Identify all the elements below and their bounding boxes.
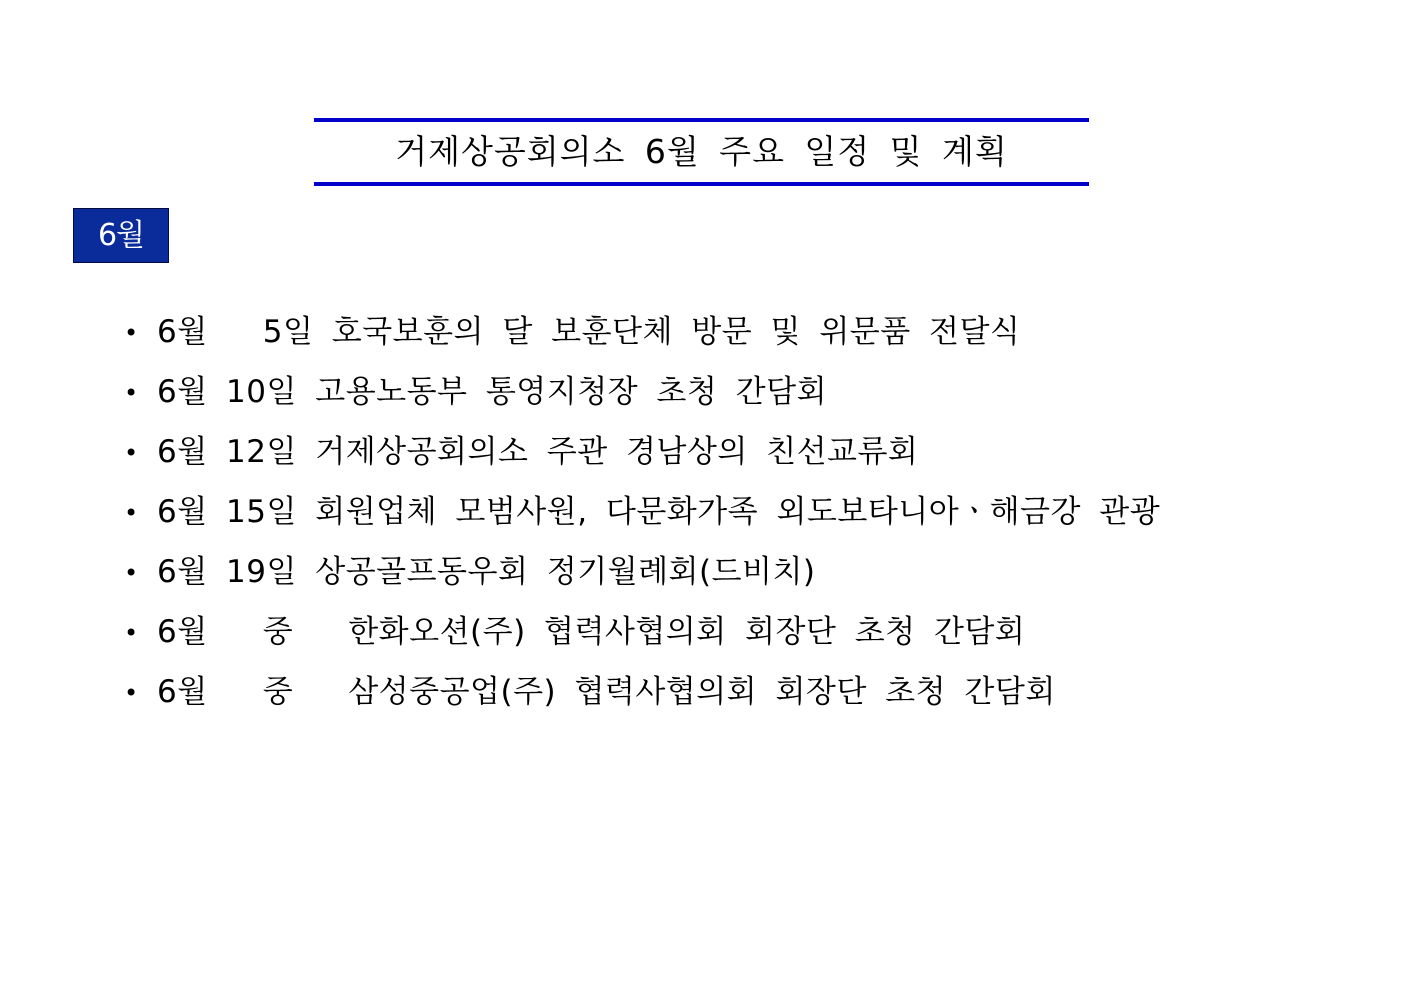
- schedule-item-text: 6월 12일 거제상공회의소 주관 경남상의 친선교류회: [157, 434, 919, 470]
- bullet-icon: •: [124, 379, 139, 407]
- schedule-item: [0, 302, 1403, 362]
- schedule-item: [0, 542, 1403, 602]
- bullet-icon: •: [124, 499, 139, 527]
- schedule-item-text: 6월 5일 호국보훈의 달 보훈단체 방문 및 위문품 전달식: [157, 314, 1021, 350]
- schedule-list: [0, 302, 1403, 722]
- schedule-item: [0, 662, 1403, 722]
- month-badge: 6월: [73, 208, 169, 263]
- schedule-item: [0, 602, 1403, 662]
- bullet-icon: •: [124, 679, 139, 707]
- schedule-item: [0, 482, 1403, 542]
- bullet-icon: •: [124, 439, 139, 467]
- schedule-item-text: 6월 10일 고용노동부 통영지청장 초청 간담회: [157, 374, 828, 410]
- title-block: [314, 118, 1089, 186]
- page-title: 거제상공회의소 6월 주요 일정 및 계획: [395, 132, 1008, 171]
- schedule-item: [0, 362, 1403, 422]
- schedule-item-text: 6월 15일 회원업체 모범사원, 다문화가족 외도보타니아ㆍ해금강 관광: [157, 494, 1161, 530]
- schedule-item-text: 6월 중 한화오션(주) 협력사협의회 회장단 초청 간담회: [157, 614, 1026, 650]
- bullet-icon: •: [124, 559, 139, 587]
- schedule-item-text: 6월 19일 상공골프동우회 정기월례회(드비치): [157, 554, 816, 590]
- bullet-icon: •: [124, 619, 139, 647]
- title-bottom-rule: [314, 182, 1089, 186]
- schedule-item-text: 6월 중 삼성중공업(주) 협력사협의회 회장단 초청 간담회: [157, 674, 1056, 710]
- bullet-icon: •: [124, 319, 139, 347]
- schedule-item: [0, 422, 1403, 482]
